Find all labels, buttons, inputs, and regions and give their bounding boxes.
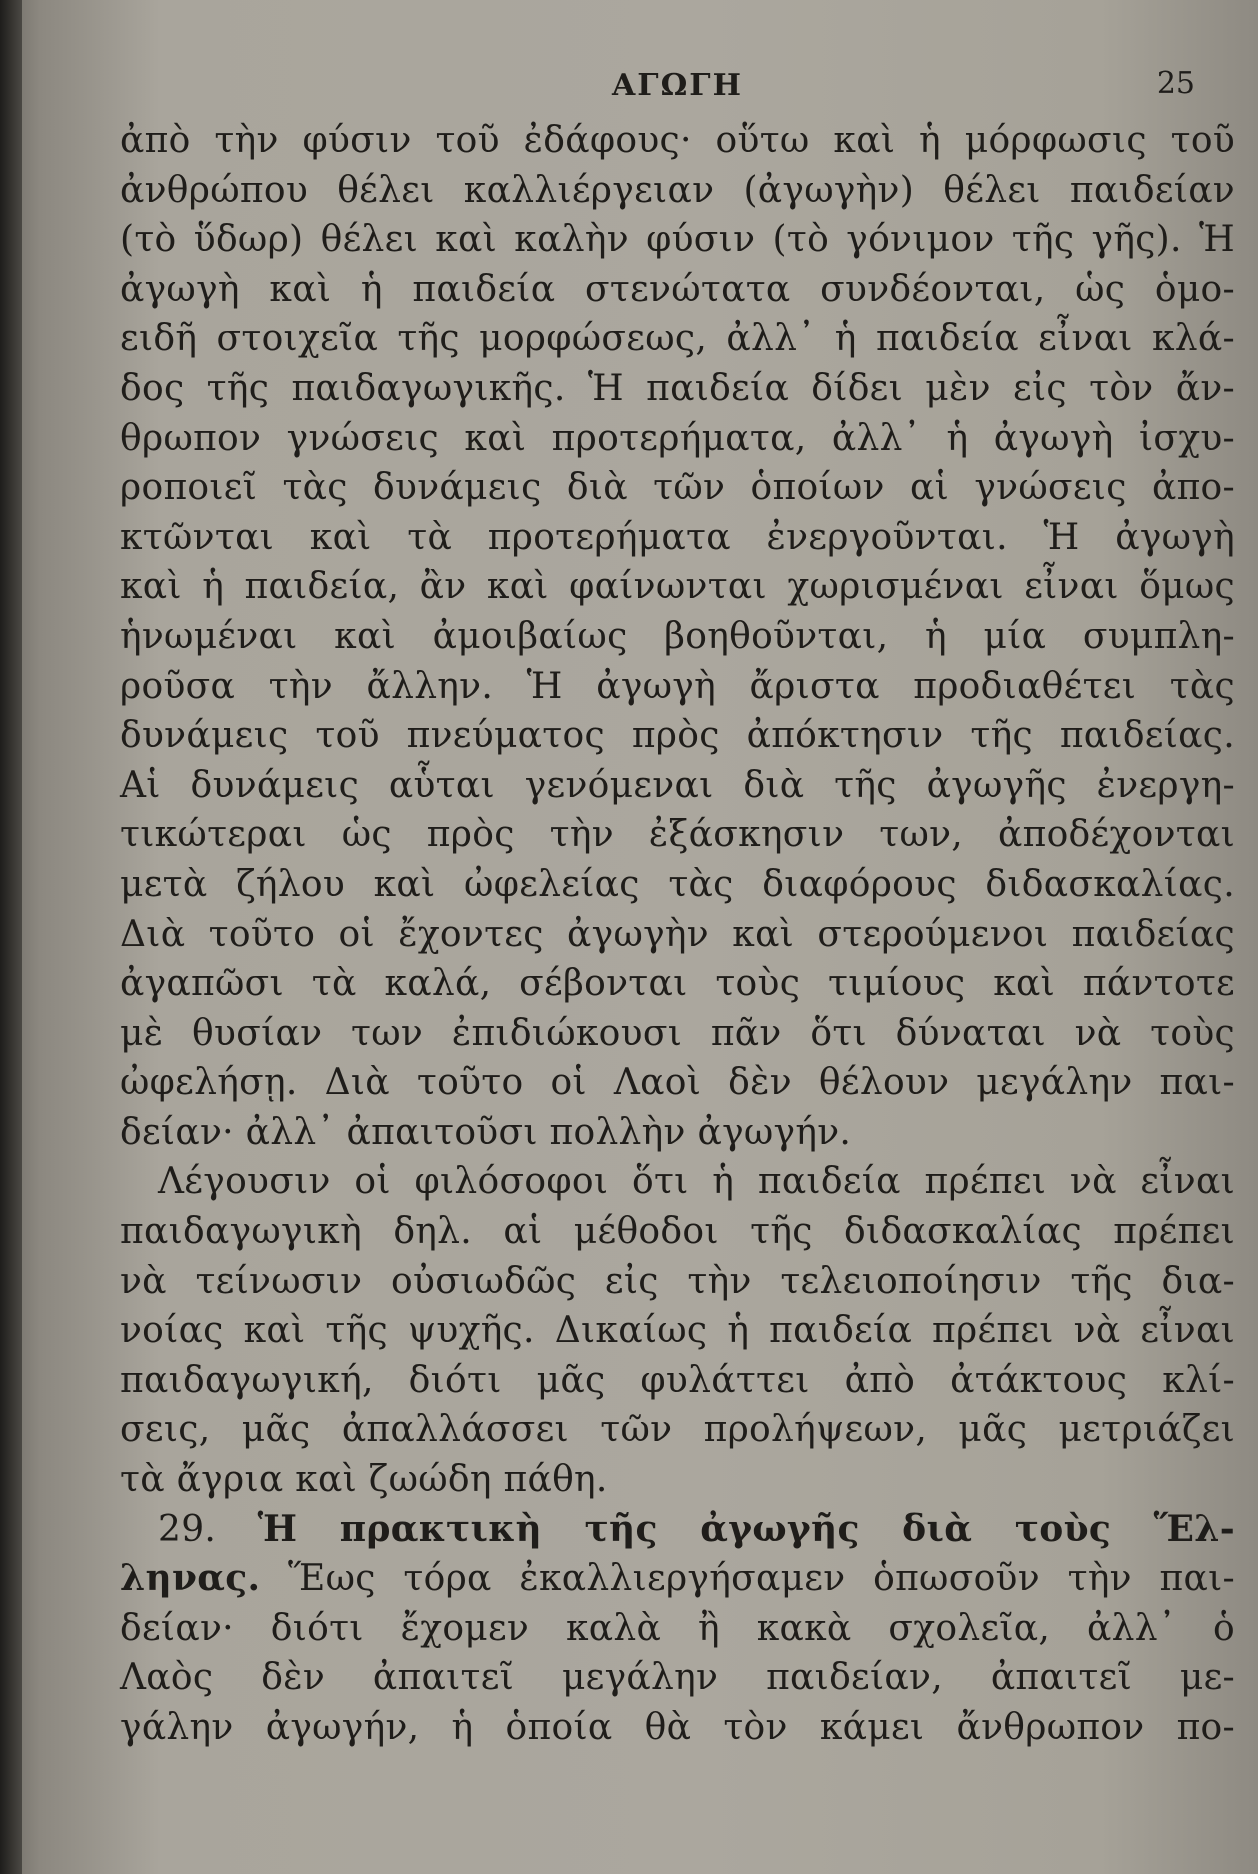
text-line: (τὸ ὕδωρ) θέλει καὶ καλὴν φύσιν (τὸ γόνιμον τῆς γῆς). Ἡ <box>120 219 1235 261</box>
text-line: σεις, μᾶς ἀπαλλάσσει τῶν προλήψεων, μᾶς μετριάζει <box>120 1409 1235 1451</box>
body-text <box>120 116 1235 1753</box>
text-line: ἀγαπῶσι τὰ καλά, σέβονται τοὺς τιμίους καὶ πάντοτε <box>120 963 1235 1005</box>
text-line: νὰ τείνωσιν οὐσιωδῶς εἰς τὴν τελειοποίησιν τῆς δια- <box>120 1260 1235 1302</box>
text-line: δυνάμεις τοῦ πνεύματος πρὸς ἀπόκτησιν τῆς παιδείας. <box>120 715 1235 757</box>
running-head: ΑΓΩΓΗ <box>612 68 743 103</box>
text-line: ἀγωγὴ καὶ ἡ παιδεία στενώτατα συνδέονται, ὡς ὁμο- <box>120 268 1235 310</box>
text-line: δος τῆς παιδαγωγικῆς. Ἡ παιδεία δίδει μὲν εἰς τὸν ἄν- <box>120 367 1235 409</box>
page-number: 25 <box>1156 66 1195 101</box>
text-line: ἀπὸ τὴν φύσιν τοῦ ἐδάφους· οὕτω καὶ ἡ μόρφωσις τοῦ <box>120 120 1235 161</box>
text-line: μὲ θυσίαν των ἐπιδιώκουσι πᾶν ὅτι δύναται νὰ τοὺς <box>120 1012 1235 1054</box>
text-line: κτῶνται καὶ τὰ προτερήματα ἐνεργοῦνται. Ἡ ἀγωγὴ <box>120 516 1235 558</box>
paragraph-start-line: Λέγουσιν οἱ φιλόσοφοι ὅτι ἡ παιδεία πρέπει νὰ εἶναι <box>158 1161 1235 1203</box>
text-line: τικώτεραι ὡς πρὸς τὴν ἐξάσκησιν των, ἀποδέχονται <box>120 814 1235 856</box>
text-line: Διὰ τοῦτο οἱ ἔχοντες ἀγωγὴν καὶ στερούμενοι παιδείας <box>120 913 1235 955</box>
text-line: τὰ ἄγρια καὶ ζωώδη πάθη. <box>120 1459 608 1501</box>
text-line: παιδαγωγικὴ δηλ. αἱ μέθοδοι τῆς διδασκαλίας πρέπει <box>120 1211 1235 1253</box>
section-text-start: Ἕως τόρα ἐκαλλιεργήσαμεν ὁπωσοῦν τὴν παι- <box>288 1558 1235 1600</box>
section-title-end: ληνας. <box>120 1557 261 1600</box>
text-line: ἡνωμέναι καὶ ἀμοιβαίως βοηθοῦνται, ἡ μία συμπλη- <box>120 615 1235 657</box>
text-line: νοίας καὶ τῆς ψυχῆς. Δικαίως ἡ παιδεία πρέπει νὰ εἶναι <box>120 1310 1235 1352</box>
section-heading-continuation <box>120 1554 1235 1604</box>
text-line: θρωπον γνώσεις καὶ προτερήματα, ἀλλ᾽ ἡ ἀγωγὴ ἰσχυ- <box>120 417 1235 459</box>
text-line: ειδῆ στοιχεῖα τῆς μορφώσεως, ἀλλ᾽ ἡ παιδεία εἶναι κλά- <box>120 318 1235 360</box>
text-line: Αἱ δυνάμεις αὗται γενόμεναι διὰ τῆς ἀγωγῆς ἐνεργη- <box>120 764 1235 806</box>
text-line: ροῦσα τὴν ἄλλην. Ἡ ἀγωγὴ ἄριστα προδιαθέτει τὰς <box>120 665 1235 707</box>
page-header <box>120 58 1235 108</box>
section-number: 29. <box>158 1508 217 1550</box>
section-heading-line <box>120 1505 1235 1555</box>
section-title: Ἡ πρακτικὴ τῆς ἀγωγῆς διὰ τοὺς Ἕλ- <box>257 1507 1235 1550</box>
book-spine-shadow <box>0 0 22 1874</box>
text-line: δείαν· διότι ἔχομεν καλὰ ἢ κακὰ σχολεῖα, ἀλλ᾽ ὁ <box>120 1607 1235 1649</box>
text-line: καὶ ἡ παιδεία, ἂν καὶ φαίνωνται χωρισμέναι εἶναι ὅμως <box>120 566 1235 608</box>
text-line: δείαν· ἀλλ᾽ ἀπαιτοῦσι πολλὴν ἀγωγήν. <box>120 1111 852 1153</box>
text-line: γάλην ἀγωγήν, ἡ ὁποία θὰ τὸν κάμει ἄνθρωπον πο- <box>120 1707 1235 1748</box>
text-line: μετὰ ζήλου καὶ ὠφελείας τὰς διαφόρους διδασκαλίας. <box>120 863 1235 905</box>
book-page <box>120 58 1235 1848</box>
text-line: Λαὸς δὲν ἀπαιτεῖ μεγάλην παιδείαν, ἀπαιτεῖ με- <box>120 1657 1235 1699</box>
text-line: ροποιεῖ τὰς δυνάμεις διὰ τῶν ὁποίων αἱ γνώσεις ἀπο- <box>120 467 1235 509</box>
text-line: ἀνθρώπου θέλει καλλιέργειαν (ἀγωγὴν) θέλει παιδείαν <box>120 169 1235 211</box>
text-line: παιδαγωγική, διότι μᾶς φυλάττει ἀπὸ ἀτάκτους κλί- <box>120 1359 1235 1401</box>
text-line: ὠφελήσῃ. Διὰ τοῦτο οἱ Λαοὶ δὲν θέλουν μεγάλην παι- <box>120 1062 1235 1104</box>
